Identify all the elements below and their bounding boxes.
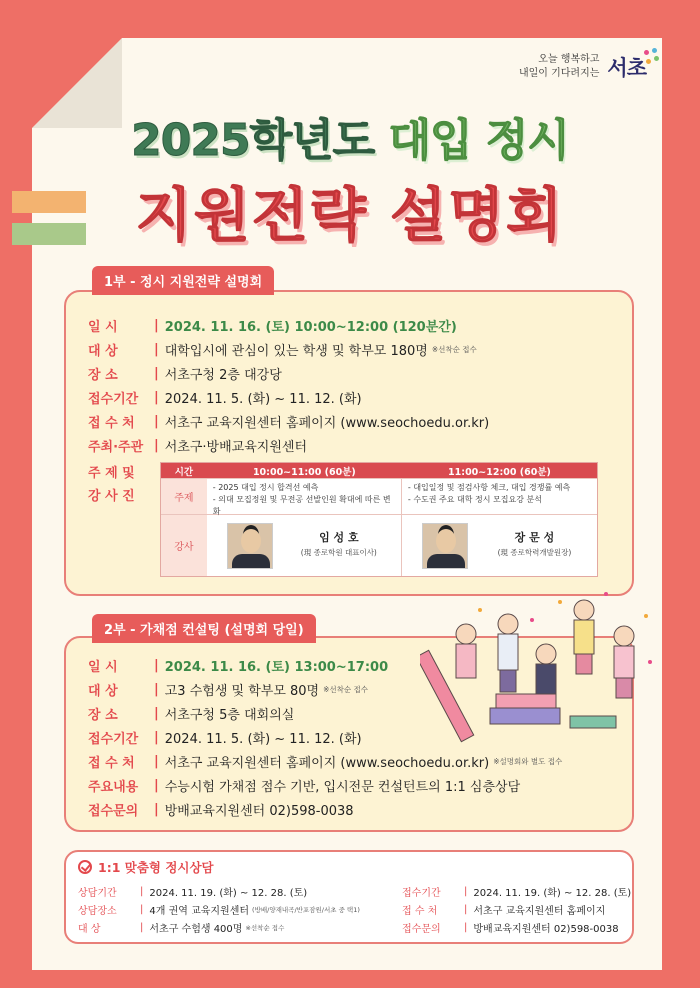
speaker2-cell (402, 515, 597, 576)
separator: | (154, 730, 159, 745)
speaker-row-label: 강사 (161, 515, 207, 576)
part1-row-label (88, 412, 148, 431)
part2-row-note: ※설명회와 별도 접수 (493, 757, 563, 766)
part1-row-label-text: 장 소 (88, 368, 118, 383)
part2-row-label-text: 일 시 (88, 660, 118, 675)
separator: | (154, 706, 159, 721)
part2-row-label-text: 접 수 처 (88, 756, 135, 771)
part3-row-value: 서초구 수험생 400명 (149, 924, 243, 935)
logo-stars-icon (642, 48, 660, 68)
session1-topic: - 의대 모집정원 및 무전공 선발인원 확대에 따른 변화 (212, 495, 391, 516)
part1-row-label (88, 316, 148, 335)
part3-row-label (78, 920, 134, 935)
part3-row-value: 2024. 11. 19. (화) ~ 12. 28. (토) (149, 888, 308, 899)
part3-row-note: (방배/양재내곡/반포잠원/서초 중 택1) (252, 906, 360, 914)
part3-right-row (402, 884, 631, 899)
separator: | (154, 390, 159, 405)
part1-row-label-text: 접수기간 (88, 392, 139, 407)
part1-row-label (88, 340, 148, 359)
part2-row (88, 752, 562, 771)
speaker1-name: 임 성 호 (319, 531, 359, 544)
head-time: 시간 (174, 466, 194, 478)
part3-row-value: 2024. 11. 19. (화) ~ 12. 28. (토) (473, 888, 632, 899)
title-line1 (0, 104, 700, 168)
session1-topics (207, 479, 402, 514)
part1-topic-label (88, 462, 148, 504)
part2-row-value: 서초구청 5층 대회의실 (164, 708, 295, 723)
part3-row-label-text: 접수기간 (402, 888, 441, 899)
separator: | (154, 658, 159, 673)
part3-right-row (402, 902, 605, 917)
separator: | (154, 342, 159, 357)
separator: | (154, 366, 159, 381)
separator: | (140, 886, 144, 897)
part2-row-label-text: 주요내용 (88, 780, 139, 795)
part2-row-value: 2024. 11. 5. (화) ~ 11. 12. (화) (164, 732, 362, 747)
part1-row (88, 364, 282, 383)
part3-row-value: 4개 권역 교육지원센터 (149, 906, 250, 917)
part1-row-label (88, 364, 148, 383)
title-line2: 지원전략 설명회 (135, 181, 565, 249)
lecture-table-head (161, 463, 597, 478)
separator: | (154, 682, 159, 697)
part2-row (88, 800, 354, 819)
part2-row-label (88, 728, 148, 747)
part1-row-label (88, 436, 148, 455)
logo-name: 서초 (607, 56, 646, 80)
part3-left-row (78, 920, 284, 935)
part2-row-value: 방배교육지원센터 02)598-0038 (164, 804, 354, 819)
lecture-table (160, 462, 598, 577)
logo-slogan (519, 53, 599, 81)
topic-label-text1: 주 제 및 (88, 466, 135, 481)
separator: | (154, 754, 159, 769)
part1-row (88, 340, 477, 359)
part2-row-label (88, 680, 148, 699)
part1-row-value: 서초구 교육지원센터 홈페이지 (www.seochoedu.or.kr) (164, 416, 490, 431)
title-year: 2025학년도 (131, 115, 375, 166)
separator: | (154, 802, 159, 817)
part2-row (88, 704, 294, 723)
students-illustration (420, 590, 660, 750)
logo-slogan-line1: 오늘 행복하고 (538, 54, 600, 65)
part1-row-value: 서초구·방배교육지원센터 (164, 440, 308, 455)
part3-row-label-text: 접 수 처 (402, 906, 438, 917)
seocho-logo (519, 52, 646, 82)
part1-row-label-text: 접 수 처 (88, 416, 135, 431)
part1-row-label-text: 일 시 (88, 320, 118, 335)
part2-row-label (88, 704, 148, 723)
part1-row-note: ※선착순 접수 (431, 345, 477, 354)
part2-row (88, 656, 388, 675)
part1-row (88, 316, 457, 335)
part3-row-label (78, 902, 134, 917)
session1-topic: - 2025 대입 정시 합격선 예측 (212, 483, 319, 492)
part1-row-value: 대학입시에 관심이 있는 학생 및 학부모 180명 (164, 344, 428, 359)
part3-title-row (78, 858, 214, 876)
part3-row-label (402, 920, 458, 935)
part3-row-label (402, 884, 458, 899)
part1-row (88, 436, 307, 455)
separator: | (154, 438, 159, 453)
check-circle-icon (78, 860, 92, 874)
speaker2-role: (現 종로학력개발원장) (497, 548, 572, 557)
part1-row-value: 서초구청 2층 대강당 (164, 368, 282, 383)
part3-row-label-text: 상담장소 (78, 906, 117, 917)
part2-row-label-text: 접수문의 (88, 804, 139, 819)
logo-slogan-line2: 내일이 기다려지는 (518, 68, 600, 79)
speaker2-name: 장 문 성 (514, 531, 555, 544)
title-admission: 대입 정시 (388, 115, 569, 166)
part2-row (88, 776, 520, 795)
head-session1: 10:00~11:00 (60분) (252, 466, 356, 478)
part2-row-label (88, 752, 148, 771)
speaker1-photo (227, 523, 273, 569)
separator: | (140, 922, 144, 933)
session2-topics (402, 479, 597, 514)
part2-row-value: 서초구 교육지원센터 홈페이지 (www.seochoedu.or.kr) (164, 756, 490, 771)
speaker1-cell (207, 515, 402, 576)
topic-row (161, 478, 597, 514)
head-session2: 11:00~12:00 (60분) (448, 466, 551, 478)
part2-row-value: 고3 수험생 및 학부모 80명 (164, 684, 320, 699)
separator: | (140, 904, 144, 915)
part2-row-label-text: 대 상 (88, 684, 118, 699)
topic-label-line2 (88, 485, 148, 504)
part3-left-row (78, 884, 307, 899)
separator: | (464, 922, 468, 933)
separator: | (154, 414, 159, 429)
separator: | (464, 904, 468, 915)
part3-left-row (78, 902, 360, 917)
session2-topic: - 수도권 주요 대학 정시 모집요강 분석 (407, 495, 542, 504)
part2-row (88, 728, 362, 747)
part1-row (88, 412, 489, 431)
part3-row-value: 방배교육지원센터 02)598-0038 (473, 924, 619, 935)
session2-topic: - 대입일정 및 점검사항 체크, 대입 경쟁률 예측 (407, 483, 571, 492)
topic-row-label: 주제 (161, 479, 207, 514)
separator: | (464, 886, 468, 897)
separator: | (154, 318, 159, 333)
separator: | (154, 778, 159, 793)
topic-label-text2: 강 사 진 (88, 489, 135, 504)
part2-row-label (88, 800, 148, 819)
speaker-row (161, 514, 597, 576)
speaker1-role: (現 종로학원 대표이사) (300, 548, 377, 557)
part2-row-label-text: 장 소 (88, 708, 118, 723)
part2-row-value: 수능시험 가채점 점수 기반, 입시전문 컨설턴트의 1:1 심층상담 (164, 780, 521, 795)
part2-row-value: 2024. 11. 16. (토) 13:00~17:00 (164, 660, 389, 675)
part3-row-value: 서초구 교육지원센터 홈페이지 (473, 906, 606, 917)
part2-tab: 2부 - 가채점 컨설팅 (설명회 당일) (92, 614, 316, 643)
part3-row-label-text: 대 상 (78, 924, 101, 935)
part3-row-label (402, 902, 458, 917)
speaker2-photo (422, 523, 468, 569)
part3-right-row (402, 920, 619, 935)
part3-row-label-text: 상담기간 (78, 888, 117, 899)
part2-row-label (88, 776, 148, 795)
part1-tab: 1부 - 정시 지원전략 설명회 (92, 266, 274, 295)
part3-row-label-text: 접수문의 (402, 924, 441, 935)
part1-row-value: 2024. 11. 16. (토) 10:00~12:00 (120분간) (164, 320, 457, 335)
part3-title: 1:1 맞춤형 정시상담 (98, 860, 214, 875)
part2-row-label-text: 접수기간 (88, 732, 139, 747)
part1-row-value: 2024. 11. 5. (화) ~ 11. 12. (화) (164, 392, 362, 407)
part1-row-label-text: 대 상 (88, 344, 118, 359)
part1-row-label (88, 388, 148, 407)
part1-row (88, 388, 362, 407)
part2-row-note: ※선착순 접수 (323, 685, 369, 694)
part3-row-label (78, 884, 134, 899)
part1-row-label-text: 주최·주관 (88, 440, 144, 455)
part2-row (88, 680, 368, 699)
part2-row-label (88, 656, 148, 675)
topic-label-line1 (88, 462, 148, 481)
part3-row-note: ※선착순 접수 (245, 924, 285, 932)
